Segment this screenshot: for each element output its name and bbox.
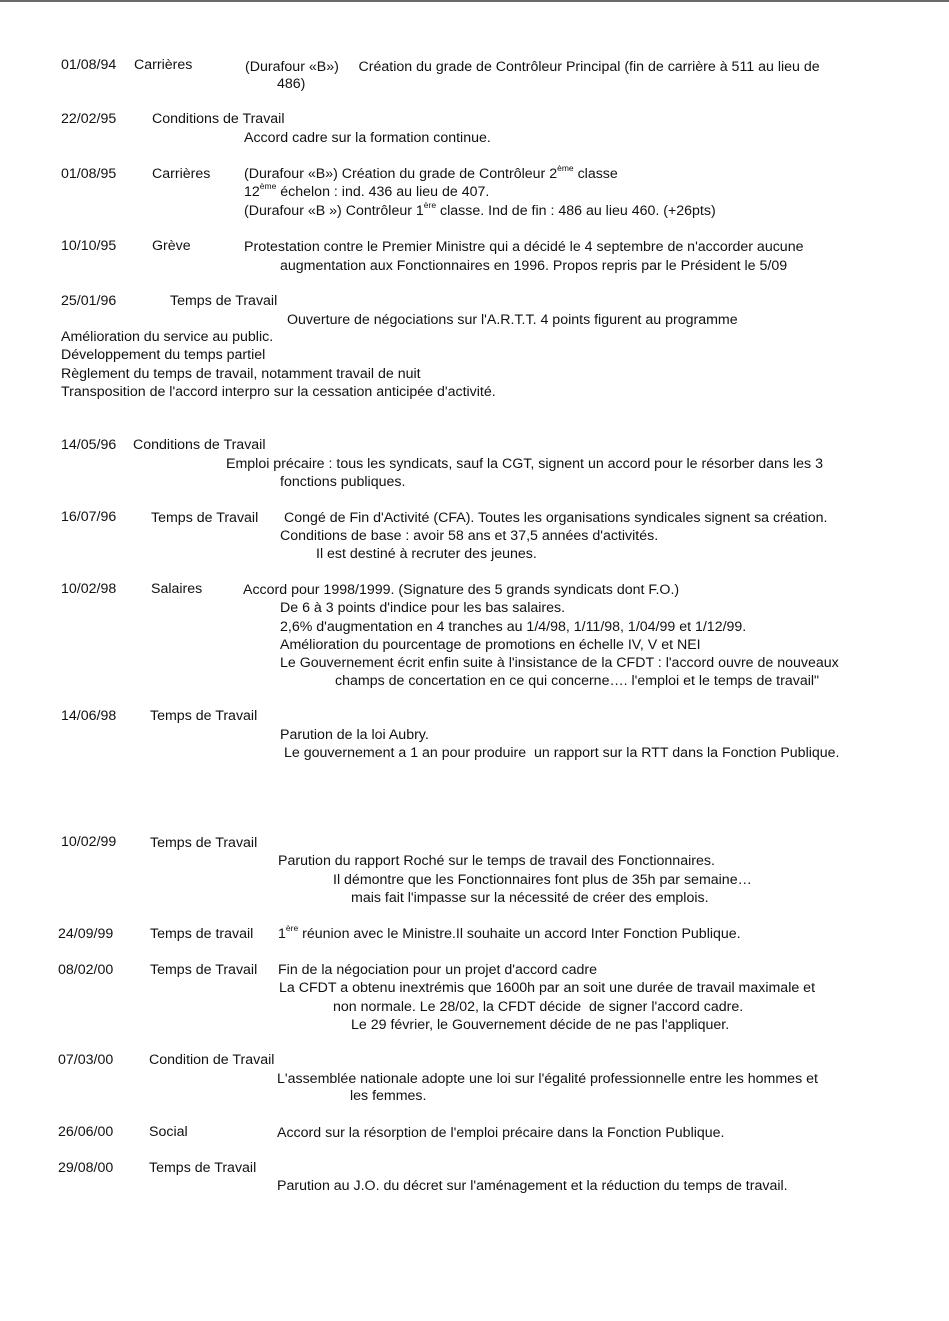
- entry-text-line: Protestation contre le Premier Ministre qui a décidé le 4 septembre de n'accorder aucune: [244, 239, 804, 255]
- entry-text-line: 1ère réunion avec le Ministre.Il souhaite un accord Inter Fonction Publique.: [278, 923, 741, 942]
- entry-date: 07/03/00: [58, 1052, 114, 1068]
- entry-text-line: (Durafour «B») Création du grade de Contrôleur Principal (fin de carrière à 511 au lieu de: [245, 59, 820, 75]
- entry-category: Conditions de Travail: [133, 437, 266, 453]
- entry-text-line: 2,6% d'augmentation en 4 tranches au 1/4/98, 1/11/98, 1/04/99 et 1/12/99.: [280, 619, 747, 635]
- entry-category: Temps de Travail: [150, 708, 258, 724]
- entry-text-line: La CFDT a obtenu inextrémis que 1600h par an soit une durée de travail maximale et: [279, 980, 816, 996]
- entry-date: 10/02/99: [61, 834, 117, 850]
- entry-date: 25/01/96: [61, 293, 117, 309]
- entry-category: Salaires: [151, 581, 203, 597]
- entry-category: Condition de Travail: [149, 1052, 275, 1068]
- entry-text-line: Ouverture de négociations sur l'A.R.T.T. 4 points figurent au programme: [287, 312, 738, 328]
- entry-text-line: Amélioration du pourcentage de promotions en échelle IV, V et NEI: [280, 637, 701, 653]
- entry-text-line: (Durafour «B ») Contrôleur 1ère classe. Ind de fin : 486 au lieu 460. (+26pts): [244, 200, 716, 219]
- entry-text-line: augmentation aux Fonctionnaires en 1996. Propos repris par le Président le 5/09: [280, 258, 788, 274]
- entry-text-line: Accord pour 1998/1999. (Signature des 5 grands syndicats dont F.O.): [243, 582, 680, 598]
- entry-text-line: De 6 à 3 points d'indice pour les bas salaires.: [280, 600, 566, 616]
- entry-date: 24/09/99: [58, 926, 114, 942]
- entry-text-line: non normale. Le 28/02, la CFDT décide de signer l'accord cadre.: [333, 999, 744, 1015]
- entry-category: Carrières: [134, 57, 193, 73]
- entry-date: 01/08/94: [61, 57, 117, 73]
- entry-text-line: Conditions de base : avoir 58 ans et 37,5 années d'activités.: [280, 528, 659, 544]
- entry-text-line: Fin de la négociation pour un projet d'accord cadre: [278, 962, 597, 978]
- entry-text-line: Il est destiné à recruter des jeunes.: [316, 546, 537, 562]
- entry-date: 10/10/95: [61, 238, 117, 254]
- entry-text-line: 486): [277, 76, 306, 92]
- entry-category: Grève: [152, 238, 191, 254]
- entry-category: Temps de Travail: [150, 962, 258, 978]
- entry-text-line: Développement du temps partiel: [61, 347, 266, 363]
- entry-text-line: Parution au J.O. du décret sur l'aménagement et la réduction du temps de travail.: [277, 1178, 788, 1194]
- entry-text-line: les femmes.: [350, 1088, 427, 1104]
- entry-text-line: 12ème échelon : ind. 436 au lieu de 407.: [244, 181, 490, 200]
- entry-category: Temps de Travail: [149, 1160, 257, 1176]
- entry-date: 08/02/00: [58, 962, 114, 978]
- entry-category: Temps de travail: [150, 926, 254, 942]
- entry-text-line: (Durafour «B») Création du grade de Contrôleur 2ème classe: [244, 163, 618, 182]
- entry-category: Carrières: [152, 166, 211, 182]
- entry-text-line: Parution du rapport Roché sur le temps de travail des Fonctionnaires.: [278, 853, 715, 869]
- entry-text-line: champs de concertation en ce qui concerne…. l'emploi et le temps de travail": [335, 673, 820, 689]
- entry-date: 14/05/96: [61, 437, 117, 453]
- entry-date: 10/02/98: [61, 581, 117, 597]
- entry-text-line: Le gouvernement a 1 an pour produire un rapport sur la RTT dans la Fonction Publique.: [284, 745, 840, 761]
- entry-text-line: mais fait l'impasse sur la nécessité de créer des emplois.: [351, 890, 709, 906]
- entry-category: Social: [149, 1124, 188, 1140]
- entry-category: Temps de Travail: [170, 293, 278, 309]
- entry-text-line: fonctions publiques.: [280, 474, 406, 490]
- entry-text-line: Transposition de l'accord interpro sur la cessation anticipée d'activité.: [61, 384, 496, 400]
- entry-text-line: Emploi précaire : tous les syndicats, sauf la CGT, signent un accord pour le résorber dans les 3: [226, 456, 823, 472]
- entry-text-line: Le 29 février, le Gouvernement décide de ne pas l'appliquer.: [351, 1017, 730, 1033]
- scan-top-border: [0, 0, 949, 2]
- entry-text-line: Accord cadre sur la formation continue.: [244, 130, 491, 146]
- entry-text-line: Règlement du temps de travail, notamment travail de nuit: [61, 366, 421, 382]
- entry-category: Temps de Travail: [151, 510, 259, 526]
- entry-text-line: L'assemblée nationale adopte une loi sur l'égalité professionnelle entre les hommes et: [277, 1071, 818, 1087]
- entry-date: 29/08/00: [58, 1160, 114, 1176]
- entry-date: 26/06/00: [58, 1124, 114, 1140]
- entry-text-line: Parution de la loi Aubry.: [280, 727, 429, 743]
- entry-text-line: Amélioration du service au public.: [61, 329, 274, 345]
- entry-category: Conditions de Travail: [152, 111, 285, 127]
- entry-text-line: Accord sur la résorption de l'emploi précaire dans la Fonction Publique.: [277, 1125, 725, 1141]
- entry-text-line: Il démontre que les Fonctionnaires font plus de 35h par semaine…: [333, 872, 752, 888]
- entry-text-line: Congé de Fin d'Activité (CFA). Toutes les organisations syndicales signent sa création.: [284, 510, 828, 526]
- entry-date: 22/02/95: [61, 111, 117, 127]
- entry-date: 16/07/96: [61, 509, 117, 525]
- entry-text-line: Le Gouvernement écrit enfin suite à l'insistance de la CFDT : l'accord ouvre de nouveaux: [280, 655, 839, 671]
- entry-category: Temps de Travail: [150, 835, 258, 851]
- entry-date: 01/08/95: [61, 166, 117, 182]
- entry-date: 14/06/98: [61, 708, 117, 724]
